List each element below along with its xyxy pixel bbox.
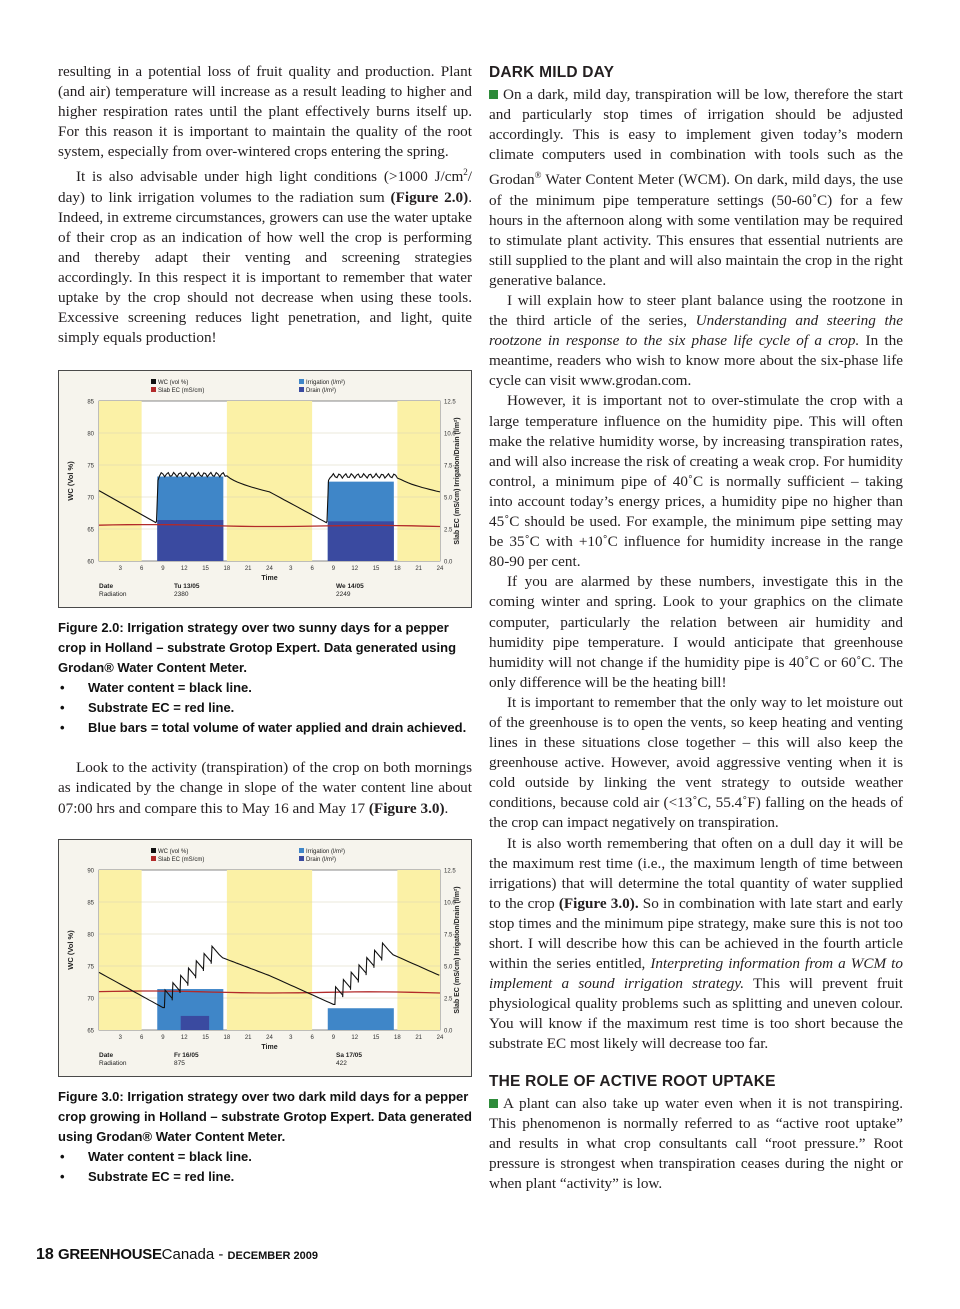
day1-radiation: 2380 bbox=[174, 591, 189, 599]
y2-tick-label: 2.5 bbox=[444, 996, 453, 1003]
x-tick-label: 9 bbox=[161, 566, 165, 573]
x-axis-label: Time bbox=[261, 1043, 278, 1051]
daylight-band bbox=[227, 870, 312, 1030]
paragraph: However, it is important not to over-stimulate the crop with a large temperature influence on the humidity pipe. This will often make the relative humidity worse, by increasing transpiration rates, and will also increase the risk of creating a weak crop. For humidity control, a minimum pipe of 40˚C is normally sufficient – taking into account today’s energy prices, a humidity pipe no higher than 45˚C should be used. For example, the minimum pipe setting may be 35˚C with +10˚C influence for humidity increase in the range 80-90 per cent. bbox=[489, 392, 903, 571]
paragraph: Look to the activity (transpiration) of the crop on both mornings as indicated by the change in slope of the water content line about 07:00 hrs and compare this to May 16 and May 17 (Figure 3.0). bbox=[58, 759, 472, 817]
y-tick-label: 60 bbox=[87, 559, 94, 566]
x-tick-label: 21 bbox=[415, 566, 423, 573]
caption-bullet: • Water content = black line. bbox=[58, 1147, 472, 1167]
paragraph: On a dark, mild day, transpiration will be low, therefore the start and particularly stop times of irrigation should be adjusted accordingly. This is easy to implement given today’s modern climate computers used in combination with tools such as the Grodan® Water Content Meter (WCM). On dark, mild days, the use of the minimum pipe temperature settings (50-60˚C) for a few hours in the afternoon along with some ventilation may be required to stimulate plant activity. This ensures that essential nutrients are still supplied to the plant and will also maintain the crop in the right generative balance. bbox=[489, 86, 903, 289]
x-tick-label: 9 bbox=[161, 1034, 165, 1041]
y-tick-label: 70 bbox=[87, 495, 94, 502]
day2-date: We 14/05 bbox=[336, 583, 364, 591]
x-tick-label: 9 bbox=[331, 566, 336, 573]
y2-tick-label: 7.5 bbox=[444, 463, 453, 470]
legend-label: Irrigation (l/m²) bbox=[306, 848, 346, 855]
x-tick-label: 6 bbox=[139, 1034, 144, 1041]
y-tick-label: 90 bbox=[87, 868, 94, 875]
x-tick-label: 12 bbox=[351, 1034, 359, 1041]
legend-label: Drain (l/m²) bbox=[306, 856, 336, 863]
x-tick-label: 18 bbox=[223, 566, 231, 573]
day2-radiation: 2249 bbox=[336, 591, 351, 599]
y2-tick-label: 0.0 bbox=[444, 559, 453, 566]
date-label: Date bbox=[99, 1051, 114, 1059]
x-tick-label: 3 bbox=[289, 1034, 293, 1041]
figure-2-caption bbox=[58, 618, 472, 738]
x-tick-label: 12 bbox=[180, 1034, 188, 1041]
x-tick-label: 18 bbox=[394, 1034, 401, 1041]
x-tick-label: 21 bbox=[244, 566, 252, 573]
chart-svg bbox=[59, 840, 471, 1076]
legend-swatch bbox=[151, 387, 156, 392]
figure-3-caption bbox=[58, 1087, 472, 1187]
legend-label: WC (vol %) bbox=[158, 380, 189, 387]
paragraph: I will explain how to steer plant balance using the rootzone in the third article of the series, Understanding and steering the rootzone in response to the six phase life cycle of a crop. In the meantime, readers who wish to know more about the six-phase life cycle can visit www.grodan.com. bbox=[489, 292, 903, 390]
paragraph: It is also worth remembering that often on a dull day it will be the maximum rest time (i.e., the maximum length of time between irrigations) that will determine the total quantity of water supplied to the crop (Figure 3.0). So in combination with late start and early stop times and the minimum pipe strategy, make sure this is not too short. I will describe how this can be achieved in the fourth article within the series entitled, Interpreting information from a WCM to implement a sound irrigation strategy. This will prevent fruit physiological quality problems such as splitting and uneven colour. You will know if the maximum rest time is too short because the substrate EC most likely will decrease too far. bbox=[489, 834, 903, 1053]
x-tick-label: 6 bbox=[139, 566, 144, 573]
page-number: 18 bbox=[36, 1246, 54, 1263]
footer-separator: - bbox=[214, 1246, 228, 1263]
y2-tick-label: 7.5 bbox=[444, 932, 453, 939]
y-tick-label: 85 bbox=[87, 399, 94, 406]
x-tick-label: 21 bbox=[244, 1034, 252, 1041]
paragraph: resulting in a potential loss of fruit quality and production. Plant (and air) temperature will increase as a result leading to higher and higher respiration rates until the plant effectively burns itself up. For this reason it is important to maintain the quality of the root system, especially from over-wintered crops entering the spring. bbox=[58, 63, 472, 161]
y-tick-label: 75 bbox=[87, 964, 94, 971]
caption-bullet: • Substrate EC = red line. bbox=[58, 1167, 472, 1187]
left-column bbox=[58, 62, 472, 1187]
publication-name-suffix: Canada bbox=[161, 1246, 215, 1263]
y2-tick-label: 10.0 bbox=[444, 900, 456, 907]
paragraph: It is also advisable under high light conditions (>1000 $J/cm^2/$ day) to link irrigation volumes to the radiation sum (Figure 2.0). Indeed, in extreme circumstances, growers can use the water uptake of their crop as an indication of how well the crop is performing and thereby adapt their venting and screening strategies accordingly. In this respect it is important to remember that water uptake by the crop should not decrease when using these tools. Excessive screening reduces light penetration, and light, quite simply equals production! bbox=[58, 167, 472, 347]
y-tick-label: 65 bbox=[87, 1028, 94, 1035]
x-tick-label: 3 bbox=[289, 566, 293, 573]
page-footer bbox=[36, 1246, 318, 1264]
legend-swatch bbox=[151, 848, 156, 853]
day1-date: Tu 13/05 bbox=[174, 583, 200, 591]
y2-tick-label: 2.5 bbox=[444, 527, 453, 534]
x-tick-label: 15 bbox=[202, 1034, 209, 1041]
x-tick-label: 15 bbox=[372, 566, 380, 573]
day1-date: Fr 16/05 bbox=[174, 1051, 199, 1059]
x-axis-label: Time bbox=[261, 575, 278, 583]
caption-bullet: • Blue bars = total volume of water applied and drain achieved. bbox=[58, 718, 472, 738]
drain-bar bbox=[328, 522, 394, 562]
day1-radiation: 875 bbox=[174, 1059, 185, 1067]
issue-date: DECEMBER 2009 bbox=[227, 1250, 319, 1262]
legend-swatch bbox=[299, 387, 304, 392]
y2-axis-label: Slab EC (mS/cm) Irrigation/Drain (l/m²) bbox=[454, 886, 461, 1014]
x-tick-label: 24 bbox=[266, 566, 273, 573]
x-tick-label: 24 bbox=[436, 566, 444, 573]
section-heading: THE ROLE OF ACTIVE ROOT UPTAKE bbox=[489, 1072, 776, 1090]
paragraph: It is important to remember that the only way to let moisture out of the greenhouse is to open the vents, so keep heating and venting lines in these situations close together – this will also keep the greenhouse active. However, avoid aggressive venting when it is cold outside by linking the vent strategy to outside weather conditions, because cold air (<13˚C, 55.4˚F) falling on the heads of the crop can impact negatively on transpiration. bbox=[489, 693, 903, 832]
y2-tick-label: 12.5 bbox=[444, 868, 456, 875]
section-heading: DARK MILD DAY bbox=[489, 64, 615, 81]
x-tick-label: 6 bbox=[310, 566, 314, 573]
x-tick-label: 24 bbox=[266, 1034, 273, 1041]
caption-bullet: • Substrate EC = red line. bbox=[58, 698, 472, 718]
legend-swatch bbox=[299, 848, 304, 853]
x-tick-label: 18 bbox=[223, 1034, 231, 1041]
x-tick-label: 21 bbox=[415, 1034, 423, 1041]
legend-swatch bbox=[299, 379, 304, 384]
y2-axis-label: Slab EC (mS/cm) Irrigation/Drain (l/m²) bbox=[454, 417, 461, 545]
daylight-band bbox=[227, 401, 312, 561]
y-axis-label: WC (Vol %) bbox=[66, 929, 75, 970]
day2-date: Sa 17/05 bbox=[336, 1051, 363, 1059]
date-label: Date bbox=[99, 583, 114, 591]
radiation-label: Radiation bbox=[99, 1059, 127, 1067]
y-tick-label: 70 bbox=[87, 996, 94, 1003]
y2-tick-label: 12.5 bbox=[444, 399, 456, 406]
legend-label: Irrigation (l/m²) bbox=[306, 380, 346, 387]
daylight-band bbox=[99, 401, 142, 561]
drain-bar bbox=[181, 1016, 209, 1030]
y-tick-label: 80 bbox=[87, 932, 94, 939]
x-tick-label: 3 bbox=[118, 1034, 122, 1041]
x-tick-label: 15 bbox=[372, 1034, 380, 1041]
figure-2-chart bbox=[58, 370, 472, 608]
x-tick-label: 15 bbox=[202, 566, 209, 573]
x-tick-label: 6 bbox=[310, 1034, 314, 1041]
y2-tick-label: 10.0 bbox=[444, 431, 456, 438]
y-axis-label: WC (Vol %) bbox=[66, 461, 75, 502]
y2-tick-label: 5.0 bbox=[444, 964, 453, 971]
y2-tick-label: 5.0 bbox=[444, 495, 453, 502]
legend-label: Slab EC (mS/cm) bbox=[158, 388, 205, 395]
y-tick-label: 80 bbox=[87, 431, 94, 438]
right-column bbox=[489, 62, 903, 1194]
paragraph: If you are alarmed by these numbers, investigate this in the coming winter and spring. Look to your graphics on the climate computer, particularly the relation between air humidity and humidity pipe temperature. I would anticipate that greenhouse humidity will not change if the humidity pipe is 40˚C or 60˚C. The only difference will be the heating bill! bbox=[489, 573, 903, 691]
square-bullet-icon bbox=[489, 90, 498, 99]
legend-swatch bbox=[151, 856, 156, 861]
legend-swatch bbox=[299, 856, 304, 861]
daylight-band bbox=[397, 870, 440, 1030]
x-tick-label: 24 bbox=[436, 1034, 444, 1041]
x-tick-label: 9 bbox=[331, 1034, 336, 1041]
x-tick-label: 3 bbox=[118, 566, 122, 573]
radiation-label: Radiation bbox=[99, 591, 127, 599]
chart-svg bbox=[59, 371, 471, 607]
publication-name: GREENHOUSE bbox=[57, 1246, 162, 1263]
square-bullet-icon bbox=[489, 1099, 498, 1108]
y2-tick-label: 0.0 bbox=[444, 1028, 453, 1035]
y-tick-label: 65 bbox=[87, 527, 94, 534]
day2-radiation: 422 bbox=[336, 1059, 347, 1067]
caption-title: Figure 2.0: Irrigation strategy over two sunny days for a pepper crop in Holland – substrate Grotop Expert. Data generated using Grodan® Water Content Meter. bbox=[58, 620, 457, 676]
x-tick-label: 12 bbox=[180, 566, 188, 573]
caption-bullet: • Water content = black line. bbox=[58, 678, 472, 698]
irrigation-bar bbox=[328, 1008, 394, 1030]
caption-title: Figure 3.0: Irrigation strategy over two dark mild days for a pepper crop growing in Holland – substrate Grotop Expert. Data generated using Grodan® Water Content Meter. bbox=[58, 1088, 472, 1144]
legend-label: Drain (l/m²) bbox=[306, 388, 336, 395]
y-tick-label: 75 bbox=[87, 463, 94, 470]
legend-swatch bbox=[151, 379, 156, 384]
y-tick-label: 85 bbox=[87, 900, 94, 907]
daylight-band bbox=[99, 870, 142, 1030]
x-tick-label: 12 bbox=[351, 566, 359, 573]
figure-3-chart bbox=[58, 839, 472, 1077]
x-tick-label: 18 bbox=[394, 566, 401, 573]
legend-label: WC (vol %) bbox=[158, 848, 189, 855]
paragraph: A plant can also take up water even when it is not transpiring. This phenomenon is normally referred to as “active root uptake” and results in what crop consultants call “root pressure.” Root pressure is strongest when transpiration ceases during the night or when plant “activity” is low. bbox=[489, 1094, 903, 1192]
legend-label: Slab EC (mS/cm) bbox=[158, 856, 205, 863]
